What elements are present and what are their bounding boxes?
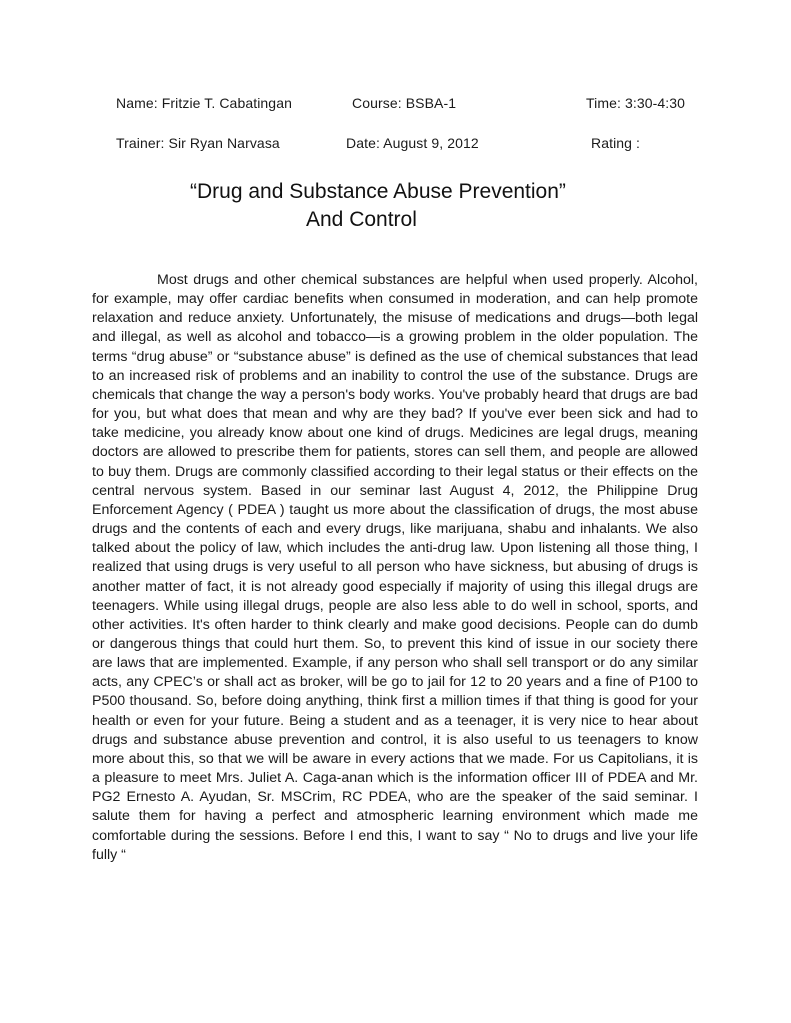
document-subtitle: And Control (306, 208, 417, 231)
document-title: “Drug and Substance Abuse Prevention” (190, 180, 566, 203)
time-label: Time: 3:30-4:30 (586, 95, 686, 111)
date-label: Date: August 9, 2012 (346, 135, 479, 151)
trainer-label: Trainer: Sir Ryan Narvasa (116, 135, 280, 151)
essay-paragraph: Most drugs and other chemical substances are helpful when used properly. Alcohol, for example, may offer cardiac benefits when consumed in moderation, and can help promote relaxation and reduce anxiety. Unfortunately, the misuse of medications and drugs—both legal and illegal, as well as alcohol and tobacco—is a growing problem in the older population. The terms “drug abuse” or “substance abuse” is defined as the use of chemical substances that lead to an increased risk of problems and an inability to control the use of the substance. Drugs are chemicals that change the way a person's body works. You've probably heard that drugs are bad for you, but what does that mean and why are they bad? If you've ever been sick and had to take medicine, you already know about one kind of drugs. Medicines are legal drugs, meaning doctors are allowed to prescribe them for patients, stores can sell them, and people are allowed to buy them. Drugs are commonly classified according to their legal status or their effects on the central nervous system. Based in our seminar last August 4, 2012, the Philippine Drug Enforcement Agency ( PDEA ) taught us more about the classification of drugs, the most abuse drugs and the contents of each and every drugs, like marijuana, shabu and inhalants. We also talked about the policy of law, which includes the anti-drug law. Upon listening all those thing, I realized that using drugs is very useful to all person who have sickness, but abusing of drugs is another matter of fact, it is not already good especially if majority of using this illegal drugs are teenagers. While using illegal drugs, people are also less able to do well in school, sports, and other activities. It's often harder to think clearly and make good decisions. People can do dumb or dangerous things that could hurt them. So, to prevent this kind of issue in our society there are laws that are implemented. Example, if any person who shall sell transport or do any similar acts, any CPEC’s or shall act as broker, will be go to jail for 12 to 20 years and a fine of P100 to P500 thousand. So, before doing anything, think first a million times if that thing is good for your health or even for your future. Being a student and as a teenager, it is very nice to hear about drugs and substance abuse prevention and control, it is also useful to us teenagers to know more about this, so that we will be aware in every actions that we made. For us Capitolians, it is a pleasure to meet Mrs. Juliet A. Caga-anan which is the information officer III of PDEA and Mr. PG2 Ernesto A. Ayudan, Sr. MSCrim, RC PDEA, who are the speaker of the said seminar. I salute them for having a perfect and atmospheric learning environment which made me comfortable during the sessions. Before I end this, I want to say “ No to drugs and live your life fully “ (92, 272, 698, 863)
rating-label: Rating : (591, 135, 641, 151)
course-label: Course: BSBA-1 (352, 95, 457, 111)
student-name: Name: Fritzie T. Cabatingan (116, 95, 292, 111)
